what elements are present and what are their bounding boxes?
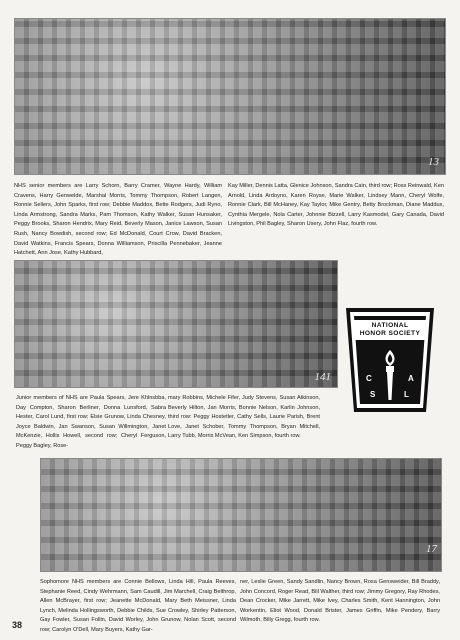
- emblem-letter-a: A: [408, 374, 414, 383]
- junior-caption-column-1: Junior members of NHS are Paula Spears, Jere Khlnsbba, Day Compton, Sharon Berliner, Donna Lunsford, Sabra Hester, Carol Lund, first row; Elsie Grunow, Linda Chesney, Joyce Baldwin, Jan Swanson, Susan Willmington, Janet McKenzie, Hollis Howell, second row; Cheryl Ferguson, Peggy Bagley, Rose-: [16, 395, 166, 449]
- photo-number: 13: [428, 156, 439, 168]
- emblem-title-line-2: HONOR SOCIETY: [359, 330, 421, 337]
- sophomore-caption-column-2: ner, Leslie Green, Sandy Sandlin, Nancy Brown, Rosa Gensweider, Bill Braddy, John Concord, Roger Read, Bill Walther, third row; Jimmy Gregory, Ray Rhodes, Dean Crocker, Mike Jarrett, Mike Ivey, Charles Smith, Kent Hannington, John Workentin, Eliot Wood, Donald Brister, James Griffin, Mike Pendery, Barry Wilmoth, Billy Gregg, fourth row.: [240, 579, 440, 624]
- senior-caption-column-1: NHS senior members are Larry Schorn, Barry Cramer, Wayne Hardy, William Cravens, Harry Genwelde, Marshal Morris, Tommy Thompson, Robert Langen, Ronnie Sellers, John Sparks, first row; Debbie Maddox, Bette Rodgers, Judi Ryno, Linda Armstrong, Sandra Marks, Pam Thomson, Kathy Walker, Susan Hunsaker, Peggy Brooks, Sharon Hendrix, Mary Reid, Beverly Mason, Janice Lawson, Susan Rush, Nancy Bowdish, second row; Ed McDonald, Court Crow, David Bracken, David Watkins, Francis Spears, Donna Williamson, Priscilla Pennebaker, Jeanne Hatchett, Ann Jose, Kathy Hubbard,: [14, 183, 222, 257]
- sophomore-caption-column-1: Sophomore NHS members are Connie Bellows, Linda Hill, Paula Reeves, Stephanie Reed, Cindy Wehrmann, Sam Caudill, Jim Marchell, Craig Belthrop, Allen McBrayer, first row; Jeanette McDonald, Mary Beth Meissner, Linda Lynch, Melinda Hollingsworth, Debbie Childs, Sue Crowley, Shirley Patterson, Gay Fowler, Susan Follin, David Worley, John Grunow, Nolan Scott, second row; Carolyn O'Dell, Mary Buyers, Kathy Gar-: [40, 579, 236, 633]
- senior-members-photo: [14, 18, 446, 175]
- national-honor-society-emblem: [340, 300, 440, 416]
- senior-caption-column-2: Kay Miller, Dennis Latta, Glenice Johnson, Sandra Cain, third row; Ross Reinwald, Ken Arnold, Linda Ardoyno, Karen Royse, Marie Walker, Lindsey Mann, Cheryl Wolfe, Ronnie Clark, Bill McHaney, Kay Taylor, Mike Gentry, Betty Brockman, Diane Maddux, Cynthia Mergele, Nola Carter, Johnnie Bizzell, Larry Kasmodel, Gary Canada, David Livingston, Phil Bagley, Sharon Usery, John Flaz, fourth row.: [228, 183, 444, 228]
- page-number: 38: [12, 620, 23, 630]
- sophomore-members-photo: [40, 458, 442, 572]
- emblem-letter-s: S: [370, 390, 376, 399]
- junior-caption-column-2: mary Robbins, Michele Fifer, Judy Stevens, Susan Atkinson, Beverly Hilton, Jan Morris, Bonnie Nelson, Karlin Johnson, third row: Peggy Hostetler, Cathy Sells, Laurie Parish, Brent Love, Janet Schober, Tommy Thompson, Bryan Mitchell, Larry Tubb, Morris McVean, Ken Simpson, fourth row.: [168, 395, 320, 440]
- emblem-letter-c: C: [366, 374, 372, 383]
- photo-number: 17: [426, 543, 437, 555]
- junior-members-photo: [14, 260, 338, 388]
- emblem-letter-l: L: [404, 390, 409, 399]
- emblem-title-line-1: NATIONAL: [371, 322, 409, 329]
- keystone-torch-icon: [340, 300, 440, 416]
- photo-number: 141: [314, 371, 331, 383]
